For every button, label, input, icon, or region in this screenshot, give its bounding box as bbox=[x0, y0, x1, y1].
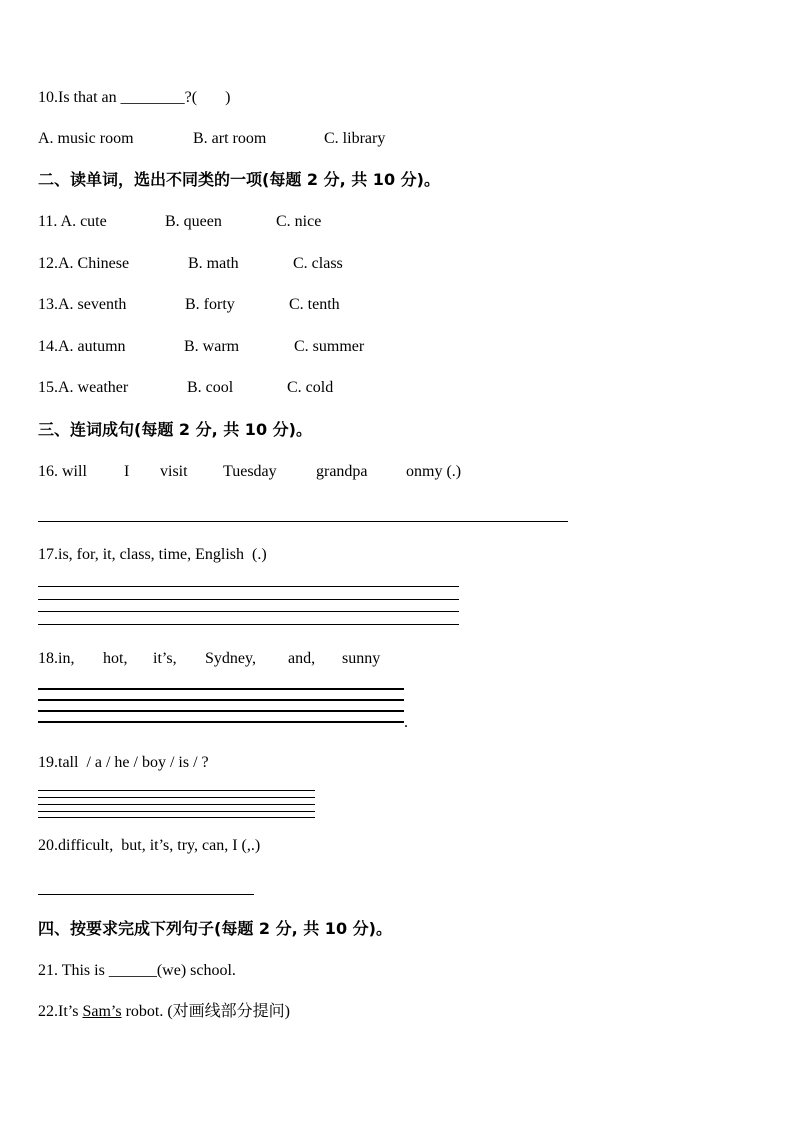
answer-line bbox=[38, 790, 315, 791]
answer-line bbox=[38, 624, 459, 625]
answer-line bbox=[38, 710, 404, 712]
question-22-text bbox=[38, 1002, 290, 1022]
answer-line bbox=[38, 797, 315, 798]
answer-line bbox=[38, 521, 568, 522]
answer-line bbox=[38, 817, 315, 818]
question-18-word: sunny bbox=[342, 650, 381, 667]
question-14-option-b: B. warm bbox=[184, 338, 240, 355]
question-15-option-a: 15.A. weather bbox=[38, 379, 129, 396]
answer-line bbox=[38, 699, 404, 701]
question-13-option-a: 13.A. seventh bbox=[38, 296, 127, 313]
answer-line bbox=[38, 586, 459, 587]
question-16-word: Tuesday bbox=[223, 463, 277, 480]
answer-line bbox=[38, 804, 315, 805]
question-10-stem: 10.Is that an ________?( ) bbox=[38, 89, 231, 106]
question-18-word: 18.in, bbox=[38, 650, 75, 667]
question-22-underlined-word: Sam’s bbox=[82, 1003, 122, 1020]
question-17-text: 17.is, for, it, class, time, English (.) bbox=[38, 546, 267, 563]
answer-line bbox=[38, 688, 404, 690]
section-3-heading: 三、连词成句(每题 2 分, 共 10 分)。 bbox=[38, 420, 312, 439]
question-13-option-c: C. tenth bbox=[289, 296, 340, 313]
question-20-text: 20.difficult, but, it’s, try, can, I (,.) bbox=[38, 837, 261, 854]
question-13-option-b: B. forty bbox=[185, 296, 235, 313]
question-18-word: and, bbox=[288, 650, 316, 667]
question-19-text: 19.tall / a / he / boy / is / ? bbox=[38, 754, 209, 771]
question-11-option-a: 11. A. cute bbox=[38, 213, 107, 230]
question-16-word: onmy (.) bbox=[406, 463, 462, 480]
question-11-option-c: C. nice bbox=[276, 213, 322, 230]
question-16-word: grandpa bbox=[316, 463, 368, 480]
question-18-word: hot, bbox=[103, 650, 128, 667]
question-12-option-b: B. math bbox=[188, 255, 239, 272]
question-22-prefix: 22.It’s bbox=[38, 1003, 83, 1020]
question-18-word: it’s, bbox=[153, 650, 177, 667]
question-11-option-b: B. queen bbox=[165, 213, 222, 230]
answer-line bbox=[38, 721, 404, 723]
question-10-option-a: A. music room bbox=[38, 130, 134, 147]
question-10-option-c: C. library bbox=[324, 130, 386, 147]
section-2-heading: 二、读单词，选出不同类的一项(每题 2 分, 共 10 分)。 bbox=[38, 170, 440, 189]
question-18-end-period: . bbox=[404, 714, 408, 731]
question-12-option-a: 12.A. Chinese bbox=[38, 255, 130, 272]
answer-line bbox=[38, 894, 254, 895]
question-15-option-c: C. cold bbox=[287, 379, 334, 396]
question-18-word: Sydney, bbox=[205, 650, 256, 667]
question-16-word: I bbox=[124, 463, 130, 480]
answer-line bbox=[38, 599, 459, 600]
question-16-word: 16. will bbox=[38, 463, 87, 480]
question-14-option-c: C. summer bbox=[294, 338, 365, 355]
question-15-option-b: B. cool bbox=[187, 379, 234, 396]
question-12-option-c: C. class bbox=[293, 255, 343, 272]
answer-line bbox=[38, 811, 315, 812]
answer-line bbox=[38, 611, 459, 612]
question-21-text: 21. This is ______(we) school. bbox=[38, 962, 236, 979]
question-14-option-a: 14.A. autumn bbox=[38, 338, 126, 355]
question-10-option-b: B. art room bbox=[193, 130, 267, 147]
question-16-word: visit bbox=[160, 463, 188, 480]
question-22-suffix: robot. (对画线部分提问) bbox=[121, 1003, 291, 1020]
section-4-heading: 四、按要求完成下列句子(每题 2 分, 共 10 分)。 bbox=[38, 919, 392, 938]
